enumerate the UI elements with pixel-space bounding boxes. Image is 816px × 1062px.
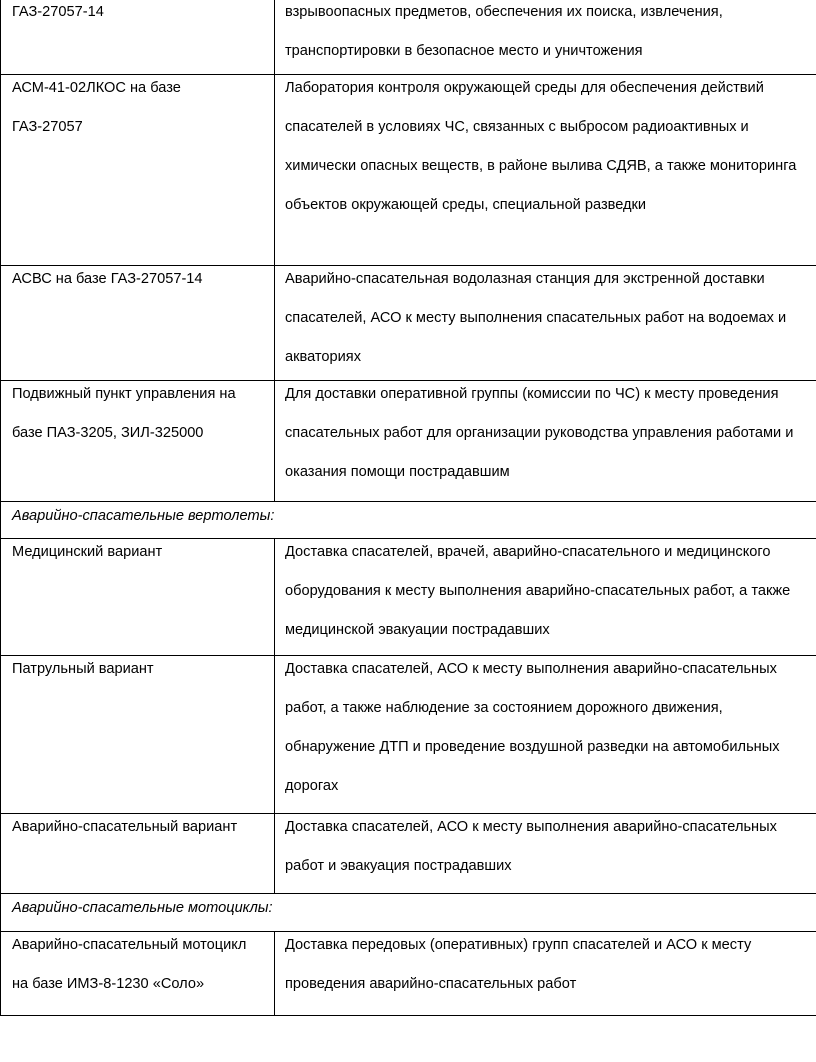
table-row	[1, 266, 816, 381]
equipment-name-line: базе ПАЗ-3205, ЗИЛ-325000	[12, 425, 204, 441]
equipment-description-cell	[285, 75, 816, 265]
description-line: проведения аварийно-спасательных работ	[285, 976, 577, 992]
equipment-description-cell	[285, 539, 816, 655]
equipment-name-line: Подвижный пункт управления на	[12, 386, 236, 402]
description-line: дорогах	[285, 778, 339, 794]
description-line: Доставка передовых (оперативных) групп спасателей и АСО к месту	[285, 937, 752, 953]
equipment-name-cell	[1, 932, 275, 1015]
description-line: Доставка спасателей, АСО к месту выполнения аварийно-спасательных	[285, 661, 777, 677]
equipment-description-cell	[285, 381, 816, 501]
description-line: обнаружение ДТП и проведение воздушной разведки на автомобильных	[285, 739, 780, 755]
equipment-name: Медицинский вариант	[12, 544, 163, 560]
section-title: Аварийно-спасательные вертолеты:	[12, 508, 275, 524]
equipment-name: ГАЗ-27057-14	[12, 4, 104, 20]
table-row	[1, 75, 816, 266]
equipment-name-cell	[1, 0, 275, 74]
description-line: спасателей в условиях ЧС, связанных с выбросом радиоактивных и	[285, 119, 749, 135]
equipment-name-cell	[1, 814, 275, 893]
table-row	[1, 932, 816, 1015]
equipment-name-cell	[1, 539, 275, 655]
equipment-description-cell	[285, 814, 816, 893]
description-line: Доставка спасателей, врачей, аварийно-спасательного и медицинского	[285, 544, 771, 560]
description-line: спасательных работ для организации руководства управления работами и	[285, 425, 794, 441]
equipment-name-line: на базе ИМЗ-8-1230 «Соло»	[12, 976, 205, 992]
description-line: акваториях	[285, 349, 361, 365]
equipment-name: Аварийно-спасательный вариант	[12, 819, 238, 835]
equipment-name-line: ГАЗ-27057	[12, 119, 83, 135]
equipment-name-cell	[1, 381, 275, 501]
equipment-name-cell	[1, 75, 275, 265]
description-line: спасателей, АСО к месту выполнения спасательных работ на водоемах и	[285, 310, 787, 326]
table-row	[1, 381, 816, 502]
description-line: медицинской эвакуации пострадавших	[285, 622, 550, 638]
section-row-motorcycles	[1, 894, 816, 932]
equipment-name: АСВС на базе ГАЗ-27057-14	[12, 271, 203, 287]
description-line: химически опасных веществ, в районе вылива СДЯВ, а также мониторинга	[285, 158, 797, 174]
description-line: работ и эвакуация пострадавших	[285, 858, 512, 874]
description-line: транспортировки в безопасное место и уничтожения	[285, 43, 643, 59]
equipment-name-line: АСМ-41-02ЛКОС на базе	[12, 80, 181, 96]
description-line: оборудования к месту выполнения аварийно-спасательных работ, а также	[285, 583, 791, 599]
equipment-description-cell	[285, 0, 816, 74]
description-line: оказания помощи пострадавшим	[285, 464, 510, 480]
description-line: Доставка спасателей, АСО к месту выполнения аварийно-спасательных	[285, 819, 777, 835]
equipment-name-line: Аварийно-спасательный мотоцикл	[12, 937, 247, 953]
table-row	[1, 656, 816, 814]
equipment-description-cell	[285, 656, 816, 813]
section-row-helicopters	[1, 502, 816, 539]
description-line: взрывоопасных предметов, обеспечения их поиска, извлечения,	[285, 4, 723, 20]
equipment-name-cell	[1, 266, 275, 380]
description-line: Аварийно-спасательная водолазная станция для экстренной доставки	[285, 271, 765, 287]
equipment-name-cell	[1, 656, 275, 813]
equipment-name: Патрульный вариант	[12, 661, 154, 677]
description-line: Для доставки оперативной группы (комиссии по ЧС) к месту проведения	[285, 386, 779, 402]
table-row	[1, 539, 816, 656]
description-line: объектов окружающей среды, специальной разведки	[285, 197, 647, 213]
description-line: работ, а также наблюдение за состоянием дорожного движения,	[285, 700, 723, 716]
equipment-description-cell	[285, 266, 816, 380]
description-line: Лаборатория контроля окружающей среды для обеспечения действий	[285, 80, 764, 96]
section-title: Аварийно-спасательные мотоциклы:	[12, 900, 273, 916]
equipment-description-cell	[285, 932, 816, 1015]
table-row	[1, 0, 816, 75]
table-row	[1, 814, 816, 894]
